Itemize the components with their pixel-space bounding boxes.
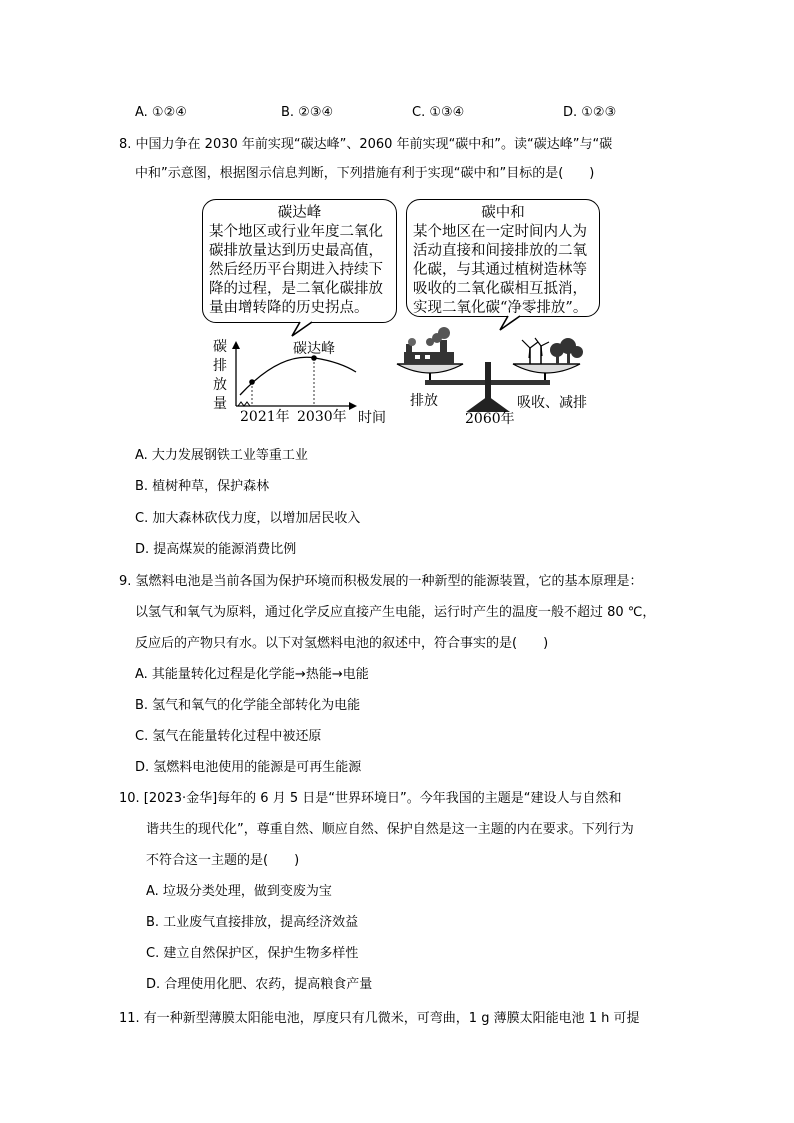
carbon-neutral-line: 实现二氧化碳“净零排放”。 — [413, 300, 588, 316]
q10-stem-line1: 10. [2023·金华]每年的 6 月 5 日是“世界环境日”。今年我国的主题是“建设人与自然和 — [119, 791, 622, 806]
x-axis-label: 时间 — [358, 410, 386, 426]
q10-option-a: A. 垃圾分类处理，做到变废为宝 — [146, 884, 332, 899]
q9-option-b: B. 氢气和氧气的化学能全部转化为电能 — [135, 698, 361, 713]
carbon-peak-line: 碳排放量达到历史最高值， — [209, 243, 383, 259]
scale-base — [466, 396, 510, 412]
x-tick-2030: 2030年 — [297, 409, 347, 425]
q10-stem-line2: 谐共生的现代化”，尊重自然、顺应自然、保护自然是这一主题的内在要求。下列行为 — [146, 822, 634, 837]
carbon-neutral-line: 活动直接和间接排放的二氧 — [413, 243, 587, 259]
x-axis-arrow — [349, 402, 357, 410]
y-label-char: 碳 — [213, 339, 227, 355]
q9-stem-line2: 以氢气和氧气为原料，通过化学反应直接产生电能，运行时产生的温度一般不超过 80 ℃， — [135, 605, 656, 620]
q9-stem-line1: 9. 氢燃料电池是当前各国为保护环境而积极发展的一种新型的能源装置，它的基本原理是： — [119, 574, 643, 589]
carbon-neutral-line: 化碳，与其通过植树造林等 — [413, 262, 587, 278]
carbon-neutral-title: 碳中和 — [481, 205, 525, 221]
q7-option-c: C. ①③④ — [412, 105, 465, 120]
curve-peak-label: 碳达峰 — [293, 341, 335, 357]
trees-turbine-icon — [522, 338, 583, 364]
carbon-neutral-line: 吸收的二氧化碳相互抵消， — [413, 281, 587, 297]
carbon-peak-line: 然后经历平台期进入持续下 — [209, 262, 383, 278]
q8-stem-line2: 中和”示意图，根据图示信息判断，下列措施有利于实现“碳中和”目标的是( ) — [135, 166, 595, 181]
q7-option-b: B. ②③④ — [281, 105, 334, 120]
emission-curve — [240, 357, 356, 395]
carbon-peak-line: 某个地区或行业年度二氧化 — [209, 224, 383, 240]
q10-option-d: D. 合理使用化肥、农药，提高粮食产量 — [146, 977, 373, 992]
carbon-peak-line: 量由增转降的历史拐点。 — [209, 300, 369, 316]
carbon-peak-line: 降的过程，是二氧化碳排放 — [209, 281, 383, 297]
q9-option-a: A. 其能量转化过程是化学能→热能→电能 — [135, 667, 369, 682]
q8-stem-line1: 8. 中国力争在 2030 年前实现“碳达峰”、2060 年前实现“碳中和”。读“碳达峰”与“碳 — [119, 137, 613, 152]
neutral-bubble-tail — [500, 316, 520, 330]
carbon-neutral-line: 某个地区在一定时间内人为 — [413, 224, 587, 240]
q10-option-b: B. 工业废气直接排放，提高经济效益 — [146, 915, 359, 930]
y-label-char: 排 — [213, 358, 227, 374]
q8-option-a: A. 大力发展钢铁工业等重工业 — [135, 448, 308, 463]
q9-stem-line3: 反应后的产物只有水。以下对氢燃料电池的叙述中，符合事实的是( ) — [135, 636, 549, 651]
y-label-char: 放 — [213, 377, 227, 393]
q8-option-c: C. 加大森林砍伐力度，以增加居民收入 — [135, 511, 361, 526]
q8-option-b: B. 植树种草，保护森林 — [135, 479, 270, 494]
scale-right-label: 吸收、减排 — [517, 395, 587, 411]
q8-option-d: D. 提高煤炭的能源消费比例 — [135, 542, 297, 557]
right-pan — [513, 364, 580, 373]
q8-figure-graphics — [0, 0, 794, 440]
q9-option-c: C. 氢气在能量转化过程中被还原 — [135, 729, 322, 744]
q10-option-c: C. 建立自然保护区，保护生物多样性 — [146, 946, 359, 961]
y-axis-arrow — [232, 341, 240, 349]
q9-option-d: D. 氢燃料电池使用的能源是可再生能源 — [135, 760, 362, 775]
q11-stem-line1: 11. 有一种新型薄膜太阳能电池，厚度只有几微米，可弯曲，1 g 薄膜太阳能电池 1 h 可提 — [119, 1011, 640, 1026]
factory-icon — [404, 327, 454, 364]
scale-left-label: 排放 — [410, 393, 438, 409]
q10-stem-line3: 不符合这一主题的是( ) — [146, 853, 300, 868]
left-pan — [397, 364, 463, 373]
x-tick-2021: 2021年 — [240, 409, 290, 425]
y-label-char: 量 — [213, 396, 227, 412]
q7-option-a: A. ①②④ — [135, 105, 187, 120]
q7-option-d: D. ①②③ — [563, 105, 617, 120]
scale-year-label: 2060年 — [465, 411, 515, 427]
peak-bubble-tail — [292, 322, 312, 336]
carbon-peak-title: 碳达峰 — [277, 205, 322, 221]
